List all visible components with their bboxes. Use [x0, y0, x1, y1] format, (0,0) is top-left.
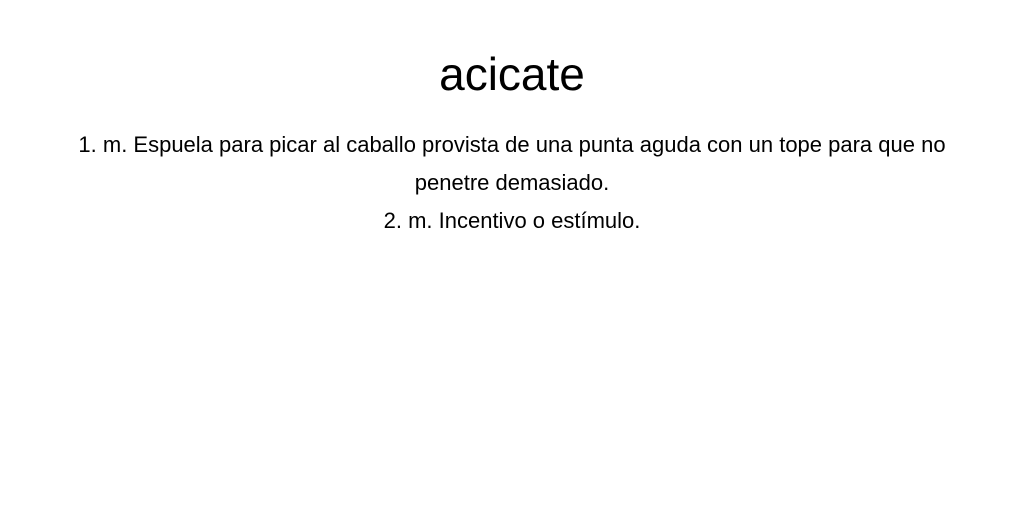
- definition-item: 1. m. Espuela para picar al caballo provista de una punta aguda con un tope para que no penetre demasiado.: [78, 132, 946, 195]
- entry-term: acicate: [439, 48, 585, 100]
- definition-list: [40, 126, 984, 240]
- definition-item: 2. m. Incentivo o estímulo.: [383, 208, 641, 233]
